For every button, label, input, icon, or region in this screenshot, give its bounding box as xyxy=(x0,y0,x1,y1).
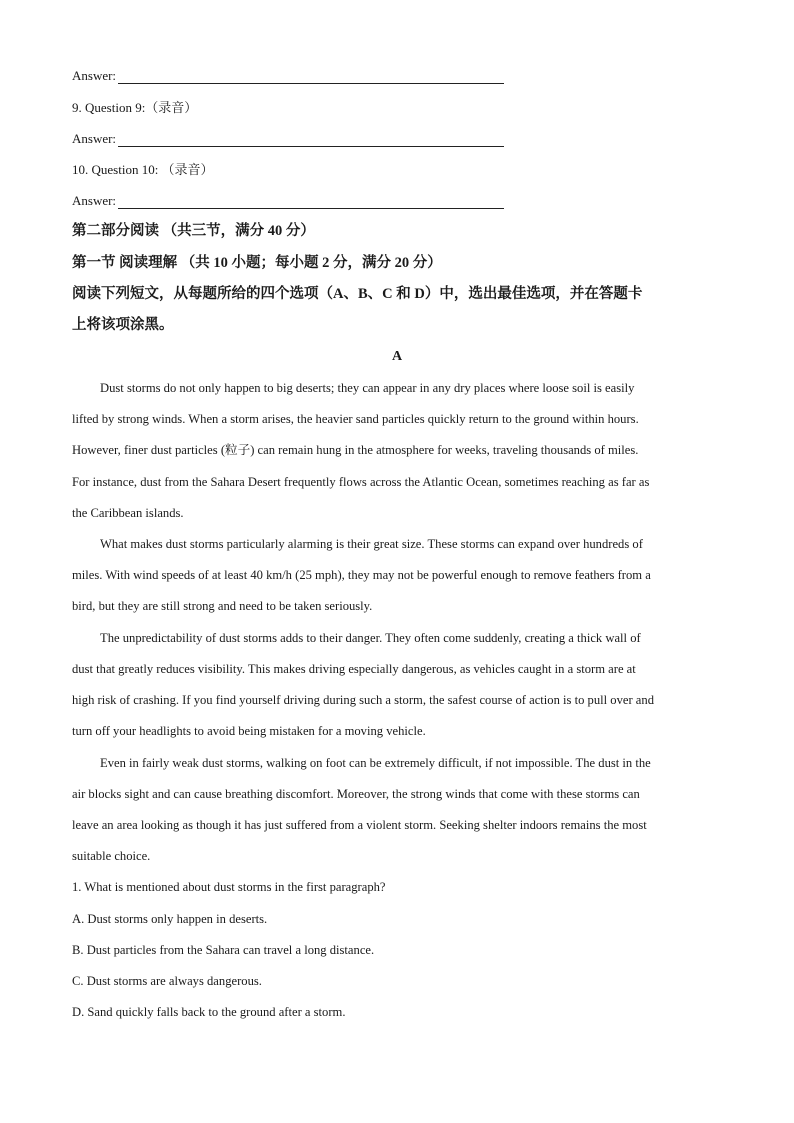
option-c[interactable]: C. Dust storms are always dangerous. xyxy=(72,974,262,988)
question-10-label: 10. Question 10: （录音） xyxy=(72,162,214,177)
passage-line: leave an area looking as though it has just suffered from a violent storm. Seeking shelter indoors remains the most xyxy=(72,818,647,832)
instruction-line-1: 阅读下列短文，从每题所给的四个选项（A、B、C 和 D）中，选出最佳选项，并在答题卡 xyxy=(72,286,643,302)
question-9-label: 9. Question 9:（录音） xyxy=(72,100,198,115)
passage-line: Dust storms do not only happen to big deserts; they can appear in any dry places where loose soil is easily xyxy=(100,381,635,395)
passage-line: dust that greatly reduces visibility. This makes driving especially dangerous, as vehicles caught in a storm are at xyxy=(72,662,636,676)
passage-line: suitable choice. xyxy=(72,849,151,863)
section-subtitle: 第一节 阅读理解 （共 10 小题；每小题 2 分，满分 20 分） xyxy=(72,255,442,271)
passage-line: high risk of crashing. If you find yourself driving during such a storm, the safest course of action is to pull over and xyxy=(72,693,654,707)
option-b[interactable]: B. Dust particles from the Sahara can travel a long distance. xyxy=(72,943,375,957)
question-stem: 1. What is mentioned about dust storms in the first paragraph? xyxy=(72,880,386,894)
passage-line: air blocks sight and can cause breathing discomfort. Moreover, the strong winds that come with these storms can xyxy=(72,787,640,801)
part-title: 第二部分阅读 （共三节，满分 40 分） xyxy=(72,223,315,239)
passage-line: bird, but they are still strong and need to be taken seriously. xyxy=(72,599,373,613)
answer-line-8 xyxy=(72,68,504,84)
answer-blank[interactable] xyxy=(118,134,504,147)
answer-line-9 xyxy=(72,131,504,147)
answer-label: Answer: xyxy=(72,68,117,83)
answer-blank[interactable] xyxy=(118,196,504,209)
passage-line: Even in fairly weak dust storms, walking on foot can be extremely difficult, if not impossible. The dust in the xyxy=(100,756,651,770)
passage-line: the Caribbean islands. xyxy=(72,506,184,520)
answer-label: Answer: xyxy=(72,131,117,146)
passage-line: What makes dust storms particularly alarming is their great size. These storms can expand over hundreds of xyxy=(100,537,643,551)
answer-blank[interactable] xyxy=(118,71,504,84)
instruction-line-2: 上将该项涂黑。 xyxy=(72,317,174,333)
passage-letter: A xyxy=(391,349,403,364)
passage-line: For instance, dust from the Sahara Desert frequently flows across the Atlantic Ocean, sometimes reaching as far as xyxy=(72,475,650,489)
passage-line: lifted by strong winds. When a storm arises, the heavier sand particles quickly return to the ground within hours. xyxy=(72,412,639,426)
passage-line: miles. With wind speeds of at least 40 km/h (25 mph), they may not be powerful enough to remove feathers from a xyxy=(72,568,651,582)
passage-line: The unpredictability of dust storms adds to their danger. They often come suddenly, creating a thick wall of xyxy=(100,631,641,645)
passage-line: However, finer dust particles (粒子) can remain hung in the atmosphere for weeks, traveling thousands of miles. xyxy=(72,443,639,457)
passage-line: turn off your headlights to avoid being mistaken for a moving vehicle. xyxy=(72,724,426,738)
option-a[interactable]: A. Dust storms only happen in deserts. xyxy=(72,912,268,926)
option-d[interactable]: D. Sand quickly falls back to the ground after a storm. xyxy=(72,1005,346,1019)
answer-label: Answer: xyxy=(72,193,117,208)
answer-line-10 xyxy=(72,193,504,209)
